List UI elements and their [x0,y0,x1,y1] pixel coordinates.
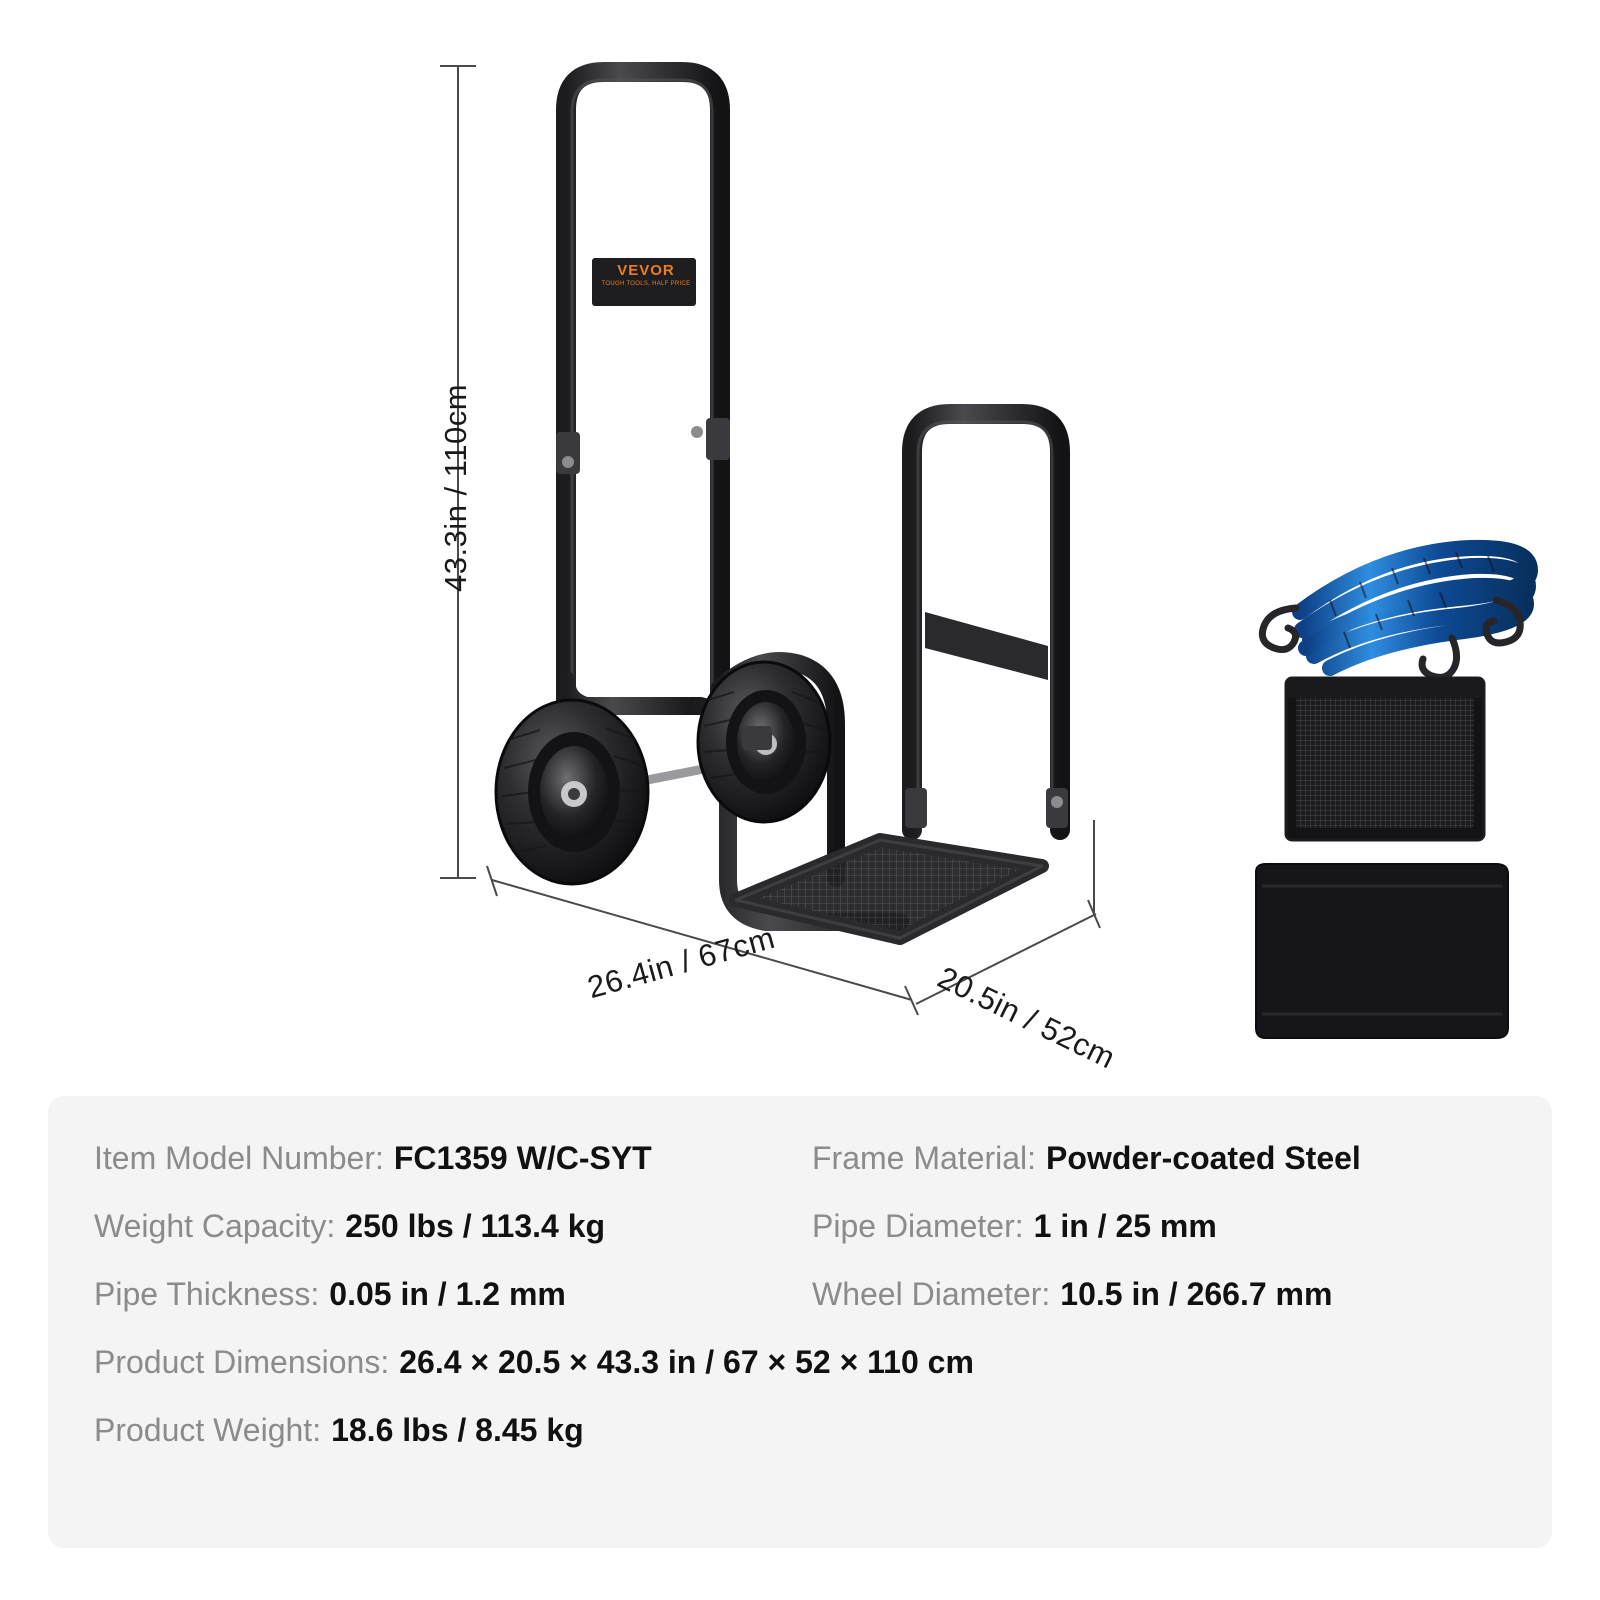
brand-tagline-text: TOUGH TOOLS, HALF PRICE [601,281,691,287]
spec-value: 10.5 in / 266.7 mm [1060,1276,1333,1312]
width-dimension-label: 26.4in / 67cm [583,919,779,1006]
wheel-mount-bracket [742,726,772,750]
spec-label: Weight Capacity: [94,1208,336,1244]
spec-wheel-diameter [812,1276,1506,1344]
spec-value: 26.4 × 20.5 × 43.3 in / 67 × 52 × 110 cm [399,1344,974,1380]
canvas-cover-accessory [1256,864,1508,1038]
spec-value: 1 in / 25 mm [1033,1208,1217,1244]
front-cross-brace [925,612,1048,680]
brand-logo [600,262,692,289]
spec-value: Powder-coated Steel [1046,1140,1361,1176]
spec-product-dimensions [94,1344,1506,1412]
frame-joint-collar [905,788,927,828]
spec-value: 18.6 lbs / 8.45 kg [331,1412,584,1448]
spec-weight-capacity [94,1208,812,1276]
spec-pipe-thickness [94,1276,812,1344]
specifications-grid [94,1140,1506,1480]
spec-label: Pipe Thickness: [94,1276,320,1312]
spec-label: Pipe Diameter: [812,1208,1024,1244]
specifications-panel [48,1096,1552,1548]
spec-label: Item Model Number: [94,1140,384,1176]
brand-logo-text: VEVOR [617,262,675,279]
spec-product-weight [94,1412,1506,1480]
spec-value: FC1359 W/C-SYT [393,1140,652,1176]
spec-label: Frame Material: [812,1140,1037,1176]
spec-value: 250 lbs / 113.4 kg [345,1208,606,1244]
bungee-cord-accessory [1262,548,1530,678]
frame-joint-collar [706,418,730,460]
mesh-bag-accessory [1286,678,1484,840]
depth-dimension-label: 20.5in / 52cm [932,959,1121,1076]
spec-label: Product Dimensions: [94,1344,390,1380]
spec-frame-material [812,1140,1506,1208]
spec-item-model-number [94,1140,812,1208]
spec-value: 0.05 in / 1.2 mm [329,1276,566,1312]
spec-pipe-diameter [812,1208,1506,1276]
spec-label: Wheel Diameter: [812,1276,1051,1312]
spec-label: Product Weight: [94,1412,322,1448]
hand-truck-frame [496,72,1068,938]
height-dimension-label: 43.3in / 110cm [438,383,474,593]
wheel-left [496,700,648,884]
cord-hook-left [1262,608,1296,650]
